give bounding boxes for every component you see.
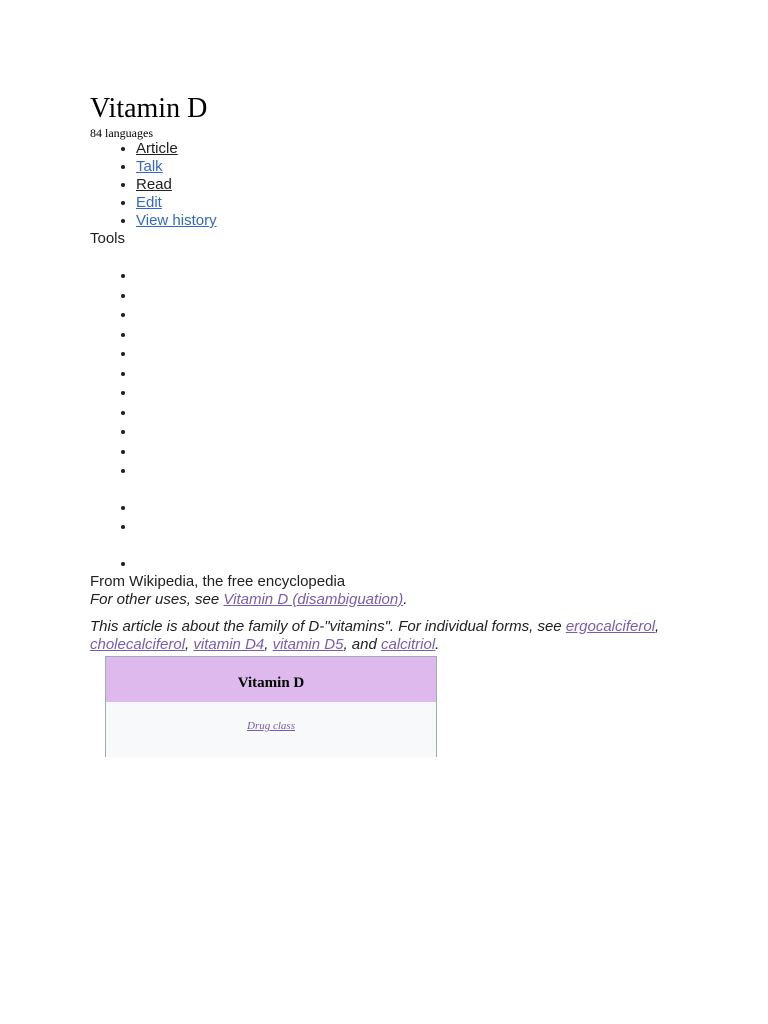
hatnote-separator: , — [264, 636, 273, 653]
tab-article — [136, 140, 730, 158]
tools-menu-label[interactable]: Tools — [90, 230, 126, 247]
tools-item[interactable] — [136, 383, 730, 403]
tools-item[interactable] — [136, 461, 730, 481]
main-content — [90, 92, 730, 732]
tab-edit-link[interactable]: Edit — [136, 194, 162, 211]
infobox — [105, 656, 437, 757]
tools-item[interactable] — [136, 498, 730, 518]
page-title: Vitamin D — [90, 93, 208, 124]
drug-class-link[interactable]: Drug class — [247, 720, 295, 732]
vitamin-d4-link[interactable]: vitamin D4 — [193, 636, 265, 653]
tools-item[interactable] — [136, 286, 730, 306]
tab-read-link[interactable]: Read — [136, 176, 172, 193]
vitamin-d5-link[interactable]: vitamin D5 — [272, 636, 344, 653]
page-tabs — [90, 140, 730, 230]
tools-item[interactable] — [136, 517, 730, 537]
ergocalciferol-link[interactable]: ergocalciferol — [565, 618, 656, 635]
tab-article-link[interactable]: Article — [136, 140, 178, 157]
hatnote-individual-forms — [90, 618, 730, 654]
tools-item[interactable] — [136, 422, 730, 442]
tools-item[interactable] — [136, 442, 730, 462]
tools-item[interactable] — [136, 305, 730, 325]
language-selector[interactable]: 84 languages — [90, 126, 153, 140]
tools-item[interactable] — [136, 364, 730, 384]
cholecalciferol-link[interactable]: cholecalciferol — [90, 636, 186, 653]
site-tagline: From Wikipedia, the free encyclopedia — [90, 573, 346, 590]
tools-item[interactable] — [136, 403, 730, 423]
tools-item[interactable] — [136, 344, 730, 364]
tools-item[interactable] — [136, 266, 730, 286]
tab-view-history-link[interactable]: View history — [136, 212, 217, 229]
tab-edit — [136, 194, 730, 212]
tools-item[interactable] — [136, 325, 730, 345]
hatnote-text: . — [435, 636, 440, 653]
tab-talk-link[interactable]: Talk — [136, 158, 163, 175]
infobox-subtitle — [106, 720, 436, 732]
tab-talk — [136, 158, 730, 176]
hatnote-separator: , — [185, 636, 194, 653]
tools-item[interactable] — [136, 554, 730, 574]
disambiguation-link[interactable]: Vitamin D (disambiguation) — [223, 591, 404, 608]
infobox-title: Vitamin D — [106, 657, 436, 702]
hatnote-text: . — [403, 591, 408, 608]
hatnote-separator: , and — [343, 636, 381, 653]
tab-view-history — [136, 212, 730, 230]
hatnote-text: For other uses, see — [90, 591, 224, 608]
hatnote-text: This article is about the family of D-"vitamins". For individual forms, see — [90, 618, 566, 635]
tools-list — [90, 266, 730, 573]
calcitriol-link[interactable]: calcitriol — [380, 636, 436, 653]
hatnote-other-uses — [90, 591, 730, 609]
hatnote-separator: , — [655, 618, 660, 635]
tab-read — [136, 176, 730, 194]
